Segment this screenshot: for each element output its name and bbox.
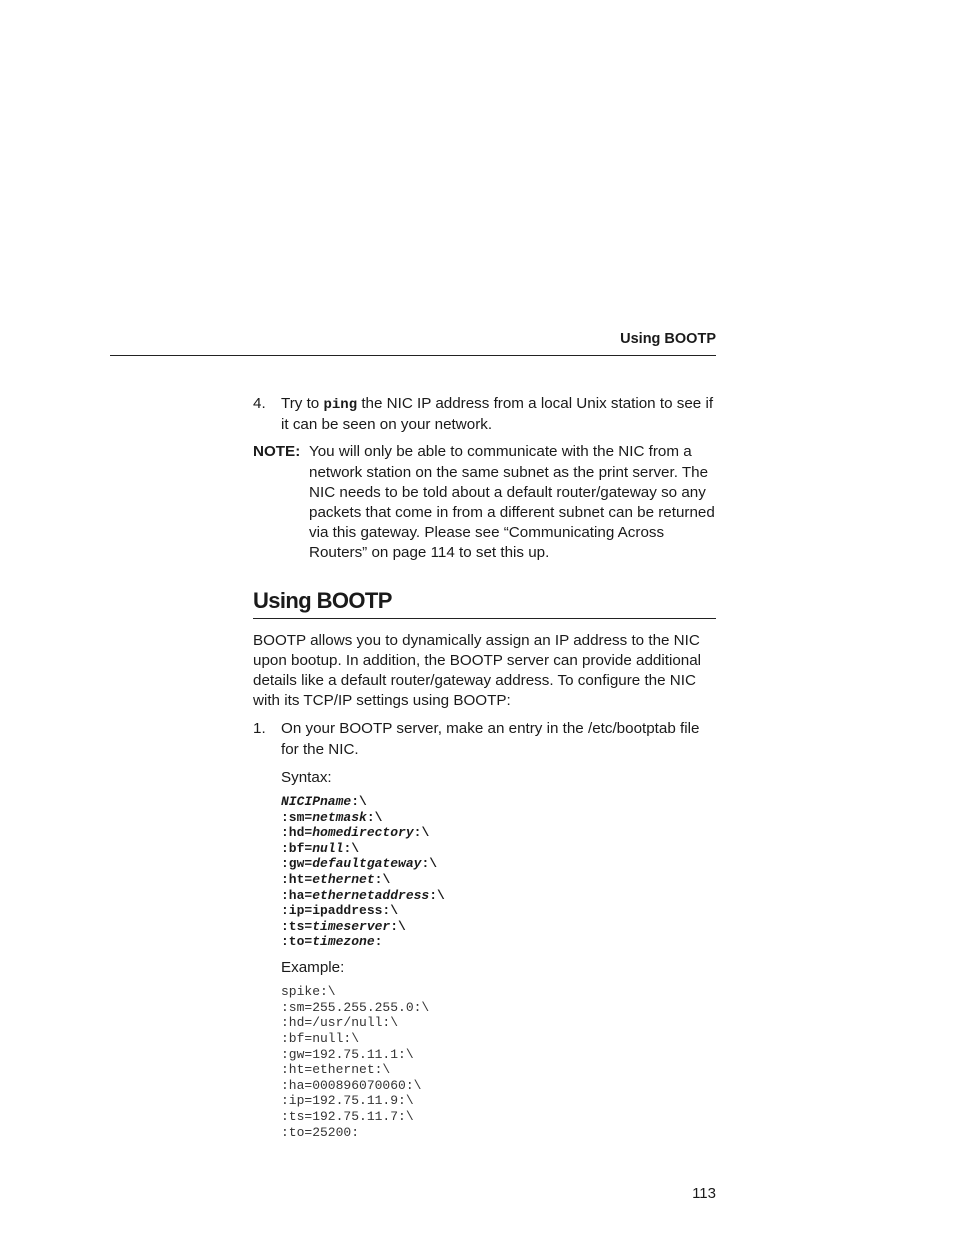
example-line: :gw=192.75.11.1:\: [281, 1046, 414, 1062]
running-head: Using BOOTP: [620, 331, 716, 347]
syntax-line: [281, 872, 716, 888]
page-body: [253, 394, 716, 1140]
syntax-line-prefix: :bf=: [281, 840, 313, 856]
syntax-line: [281, 903, 716, 919]
syntax-line-suffix: :\: [421, 856, 438, 872]
step-1-number: 1.: [253, 720, 266, 738]
syntax-line-suffix: :\: [374, 872, 391, 888]
syntax-code-block: [281, 794, 716, 950]
section-intro: BOOTP allows you to dynamically assign an IP address to the NIC upon bootup. In addition, the BOOTP server can provide additional details like a default router/gateway address. To configure the NIC with its TCP/IP settings using BOOTP:: [253, 631, 702, 710]
syntax-line-prefix: :hd=: [281, 825, 313, 841]
example-line: spike:\: [281, 984, 336, 1000]
syntax-line-suffix: :\: [390, 918, 406, 934]
syntax-line: [281, 825, 716, 841]
example-line: :hd=/usr/null:\: [281, 1015, 399, 1031]
step-1-text: On your BOOTP server, make an entry in the /etc/bootptab file for the NIC.: [281, 720, 700, 758]
syntax-line-suffix: :\: [429, 887, 445, 903]
syntax-line: [281, 919, 716, 935]
syntax-line-variable: defaultgateway: [312, 856, 422, 872]
syntax-line: [281, 888, 716, 904]
step-4-text-before: Try to: [281, 395, 324, 412]
section-heading: Using BOOTP: [253, 587, 716, 619]
syntax-line: [281, 841, 716, 857]
syntax-line: [281, 934, 716, 950]
syntax-label: Syntax:: [281, 768, 332, 786]
syntax-line-variable: ethernetaddress: [312, 887, 430, 903]
example-code-block: [281, 984, 716, 1140]
example-line: :ht=ethernet:\: [281, 1062, 391, 1078]
step-4: [253, 394, 716, 435]
syntax-line-variable: timezone: [312, 934, 375, 950]
syntax-line-prefix: :to=: [281, 934, 313, 950]
syntax-line-suffix: :\: [366, 809, 383, 825]
syntax-line-prefix: :ts=: [281, 918, 313, 934]
syntax-line-prefix: :gw=: [281, 856, 313, 872]
example-line: :to=25200:: [281, 1124, 360, 1140]
example-line: :ip=192.75.11.9:\: [281, 1093, 414, 1109]
syntax-line-suffix: :\: [343, 840, 360, 856]
syntax-line-prefix: :ha=: [281, 887, 313, 903]
example-line: :sm=255.255.255.0:\: [281, 999, 430, 1015]
syntax-line-variable: timeserver: [312, 918, 391, 934]
syntax-line-suffix: :\: [413, 825, 430, 841]
syntax-line: [281, 856, 716, 872]
note-text: You will only be able to communicate with the NIC from a network station on the same subnet as the print server. The NIC needs to be told about a default router/gateway so any packets that come in from a different subnet can be returned via this gateway. Please see “Communicating Across Routers” on page 114 to set this up.: [309, 443, 715, 562]
syntax-line-variable: null: [312, 840, 344, 856]
example-line: :ha=000896070060:\: [281, 1077, 422, 1093]
step-4-number: 4.: [253, 395, 266, 412]
syntax-line: [281, 794, 716, 810]
example-label: Example:: [281, 958, 345, 976]
syntax-line-suffix: :: [374, 934, 383, 950]
note-label: NOTE:: [253, 443, 301, 461]
syntax-line-prefix: :ip=ipaddress:\: [281, 903, 399, 919]
syntax-line-variable: ethernet: [312, 872, 375, 888]
syntax-line-prefix: :ht=: [281, 872, 313, 888]
syntax-line-suffix: :\: [351, 794, 367, 810]
syntax-line-prefix: :sm=: [281, 809, 313, 825]
ping-command: ping: [323, 397, 358, 413]
syntax-line-variable: NICIPname: [281, 794, 352, 810]
syntax-line: [281, 810, 716, 826]
example-line: :ts=192.75.11.7:\: [281, 1108, 414, 1124]
step-1: [253, 719, 716, 759]
header-rule: [110, 355, 716, 356]
step-4-text-after: the NIC IP address from a local Unix station to see if it can be seen on your network.: [281, 395, 714, 434]
example-line: :bf=null:\: [281, 1030, 360, 1046]
syntax-line-variable: homedirectory: [312, 825, 414, 841]
note: [253, 442, 716, 563]
syntax-line-variable: netmask: [312, 809, 367, 825]
page-number: 113: [692, 1185, 716, 1202]
